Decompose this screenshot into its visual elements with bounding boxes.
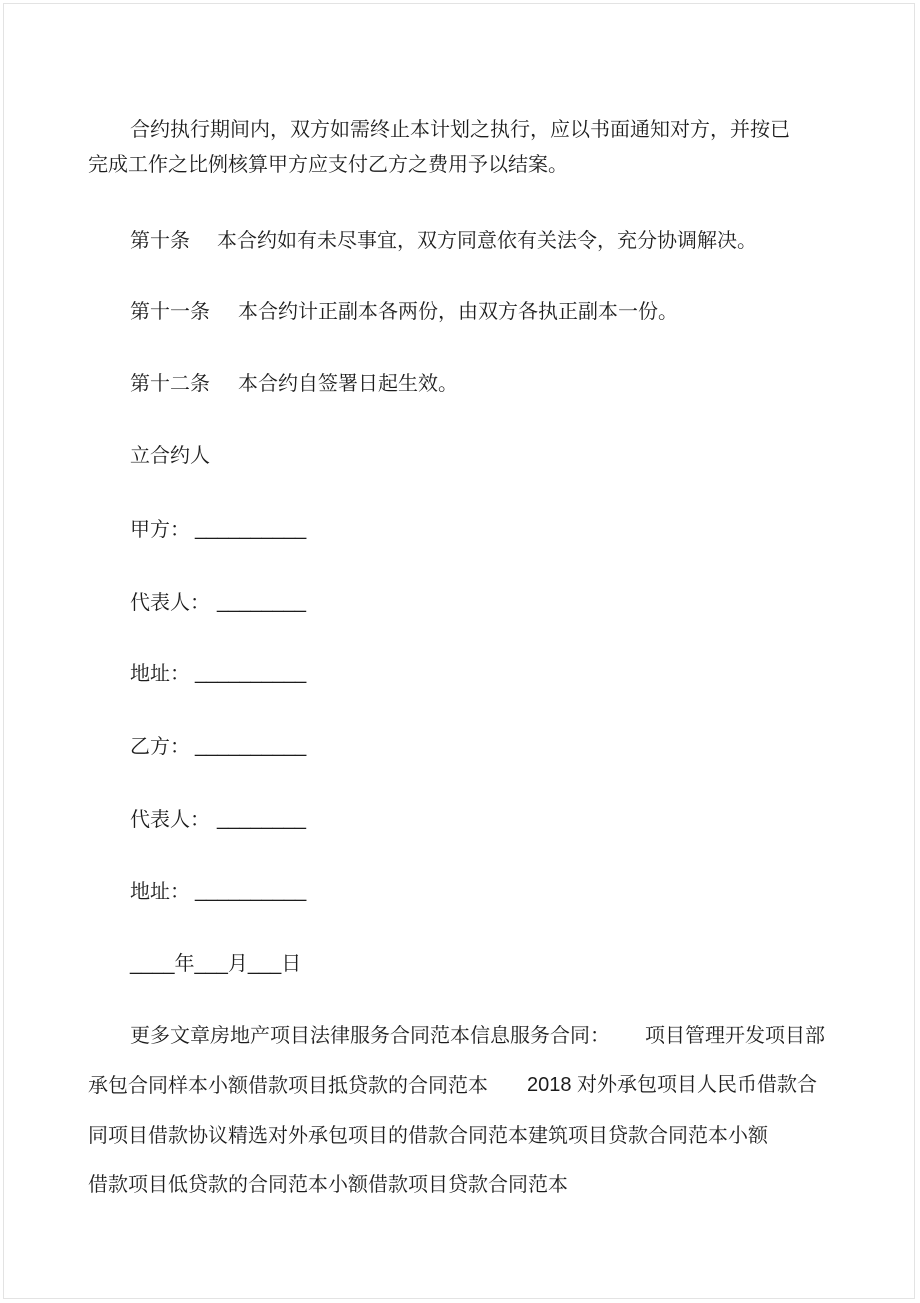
party-b-blank: __________ bbox=[195, 735, 307, 757]
more-articles-line-2a: 承包合同样本小额借款项目抵贷款的合同范本 bbox=[88, 1073, 488, 1097]
party-b-representative-blank: ________ bbox=[217, 808, 306, 830]
party-a-representative-label: 代表人： bbox=[130, 590, 210, 614]
party-b-address-blank: __________ bbox=[195, 880, 307, 902]
signatories-heading: 立合约人 bbox=[130, 443, 210, 467]
article-11-number: 第十一条 bbox=[130, 299, 210, 323]
article-12-number: 第十二条 bbox=[130, 371, 210, 395]
party-b-address-label: 地址： bbox=[130, 879, 190, 903]
document-page bbox=[3, 3, 915, 1299]
more-articles-line-2b: 2018 对外承包项目人民币借款合 bbox=[527, 1074, 818, 1096]
more-articles-line-1a: 更多文章房地产项目法律服务合同范本信息服务合同： bbox=[130, 1023, 610, 1047]
article-10-number: 第十条 bbox=[130, 228, 190, 252]
termination-clause-line-2: 完成工作之比例核算甲方应支付乙方之费用予以结案。 bbox=[88, 152, 568, 176]
more-articles-line-3: 同项目借款协议精选对外承包项目的借款合同范本建筑项目贷款合同范本小额 bbox=[88, 1123, 768, 1147]
termination-clause-line-1: 合约执行期间内，双方如需终止本计划之执行，应以书面通知对方，并按已 bbox=[130, 117, 790, 141]
more-articles-line-1b: 项目管理开发项目部 bbox=[645, 1023, 825, 1047]
party-a-address-label: 地址： bbox=[130, 661, 190, 685]
party-a-label: 甲方： bbox=[130, 517, 190, 541]
signing-date: ____年___月___日 bbox=[130, 953, 302, 975]
article-12-text: 本合约自签署日起生效。 bbox=[238, 371, 458, 395]
article-11-text: 本合约计正副本各两份，由双方各执正副本一份。 bbox=[238, 299, 678, 323]
party-a-address-blank: __________ bbox=[195, 662, 307, 684]
article-10-text: 本合约如有未尽事宜，双方同意依有关法令，充分协调解决。 bbox=[217, 228, 757, 252]
party-b-representative-label: 代表人： bbox=[130, 807, 210, 831]
more-articles-line-4: 借款项目低贷款的合同范本小额借款项目贷款合同范本 bbox=[88, 1172, 568, 1196]
party-a-blank: __________ bbox=[195, 518, 307, 540]
party-b-label: 乙方： bbox=[130, 734, 190, 758]
party-a-representative-blank: ________ bbox=[217, 591, 306, 613]
